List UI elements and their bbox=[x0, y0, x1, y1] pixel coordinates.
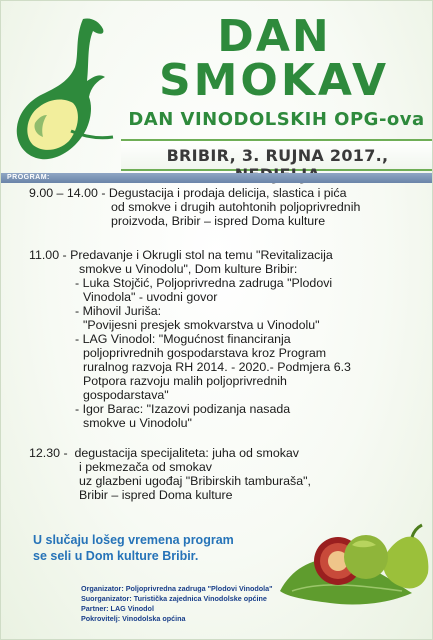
weather-note-line-1: U slučaju lošeg vremena program bbox=[33, 533, 234, 547]
program-line: - LAG Vinodol: "Mogućnost financiranja bbox=[75, 332, 291, 346]
program-line: 12.30 - degustacija specijaliteta: juha od smokav bbox=[29, 446, 299, 460]
program-line: uz glazbeni ugođaj "Bribirskih tamburaša", bbox=[79, 474, 311, 488]
program-line: "Povijesni presjek smokvarstva u Vinodolu" bbox=[83, 318, 320, 332]
program-line: i pekmezača od smokav bbox=[79, 460, 212, 474]
fig-logo-icon bbox=[13, 11, 123, 171]
program-line: poljoprivrednih gospodarstava kroz Program bbox=[83, 346, 327, 360]
program-line: ruralnog razvoja RH 2014. - 2020.- Podmjera 6.3 bbox=[83, 360, 351, 374]
program-line: Bribir – ispred Doma kulture bbox=[79, 488, 233, 502]
program-bar bbox=[1, 173, 433, 183]
event-date: BRIBIR, 3. RUJNA 2017., bbox=[166, 146, 389, 165]
program-label: PROGRAM: bbox=[7, 174, 50, 181]
weather-note-line-2: se seli u Dom kulture Bribir. bbox=[33, 549, 199, 563]
credit-organizer: Organizator: Poljoprivredna zadruga "Plodovi Vinodola" bbox=[81, 584, 273, 593]
program-line: Potpora razvoju malih poljoprivrednih bbox=[83, 374, 287, 388]
program-line: od smokve i drugih autohtonih poljoprivrednih bbox=[111, 200, 361, 214]
program-line: 11.00 - Predavanje i Okrugli stol na temu "Revitalizacija bbox=[29, 248, 333, 262]
program-line: smokve u Vinodolu", Dom kulture Bribir: bbox=[79, 262, 298, 276]
credit-partner: Partner: LAG Vinodol bbox=[81, 604, 154, 613]
program-line: - Mihovil Juriša: bbox=[75, 304, 162, 318]
figs-illustration-icon bbox=[272, 487, 432, 607]
program-line: proizvoda, Bribir – ispred Doma kulture bbox=[111, 214, 326, 228]
program-line: gospodarstava" bbox=[83, 388, 169, 402]
credit-sponsor: Pokrovitelj: Vinodolska općina bbox=[81, 614, 186, 623]
program-line: 9.00 – 14.00 - Degustacija i prodaja delicija, slastica i pića bbox=[29, 186, 347, 200]
program-line: Vinodola" - uvodni govor bbox=[83, 290, 218, 304]
subtitle: DAN VINODOLSKIH OPG-ova bbox=[128, 109, 425, 130]
title-line-2: SMOKAV bbox=[158, 55, 390, 106]
program-line: smokve u Vinodolu" bbox=[83, 416, 192, 430]
program-line: - Luka Stojčić, Poljoprivredna zadruga "Plodovi bbox=[75, 276, 333, 290]
credit-coorganizer: Suorganizator: Turistička zajednica Vinodolske općine bbox=[81, 594, 267, 603]
title-line-1: DAN bbox=[217, 11, 331, 62]
program-line: - Igor Barac: "Izazovi podizanja nasada bbox=[75, 402, 291, 416]
date-band bbox=[121, 139, 433, 171]
